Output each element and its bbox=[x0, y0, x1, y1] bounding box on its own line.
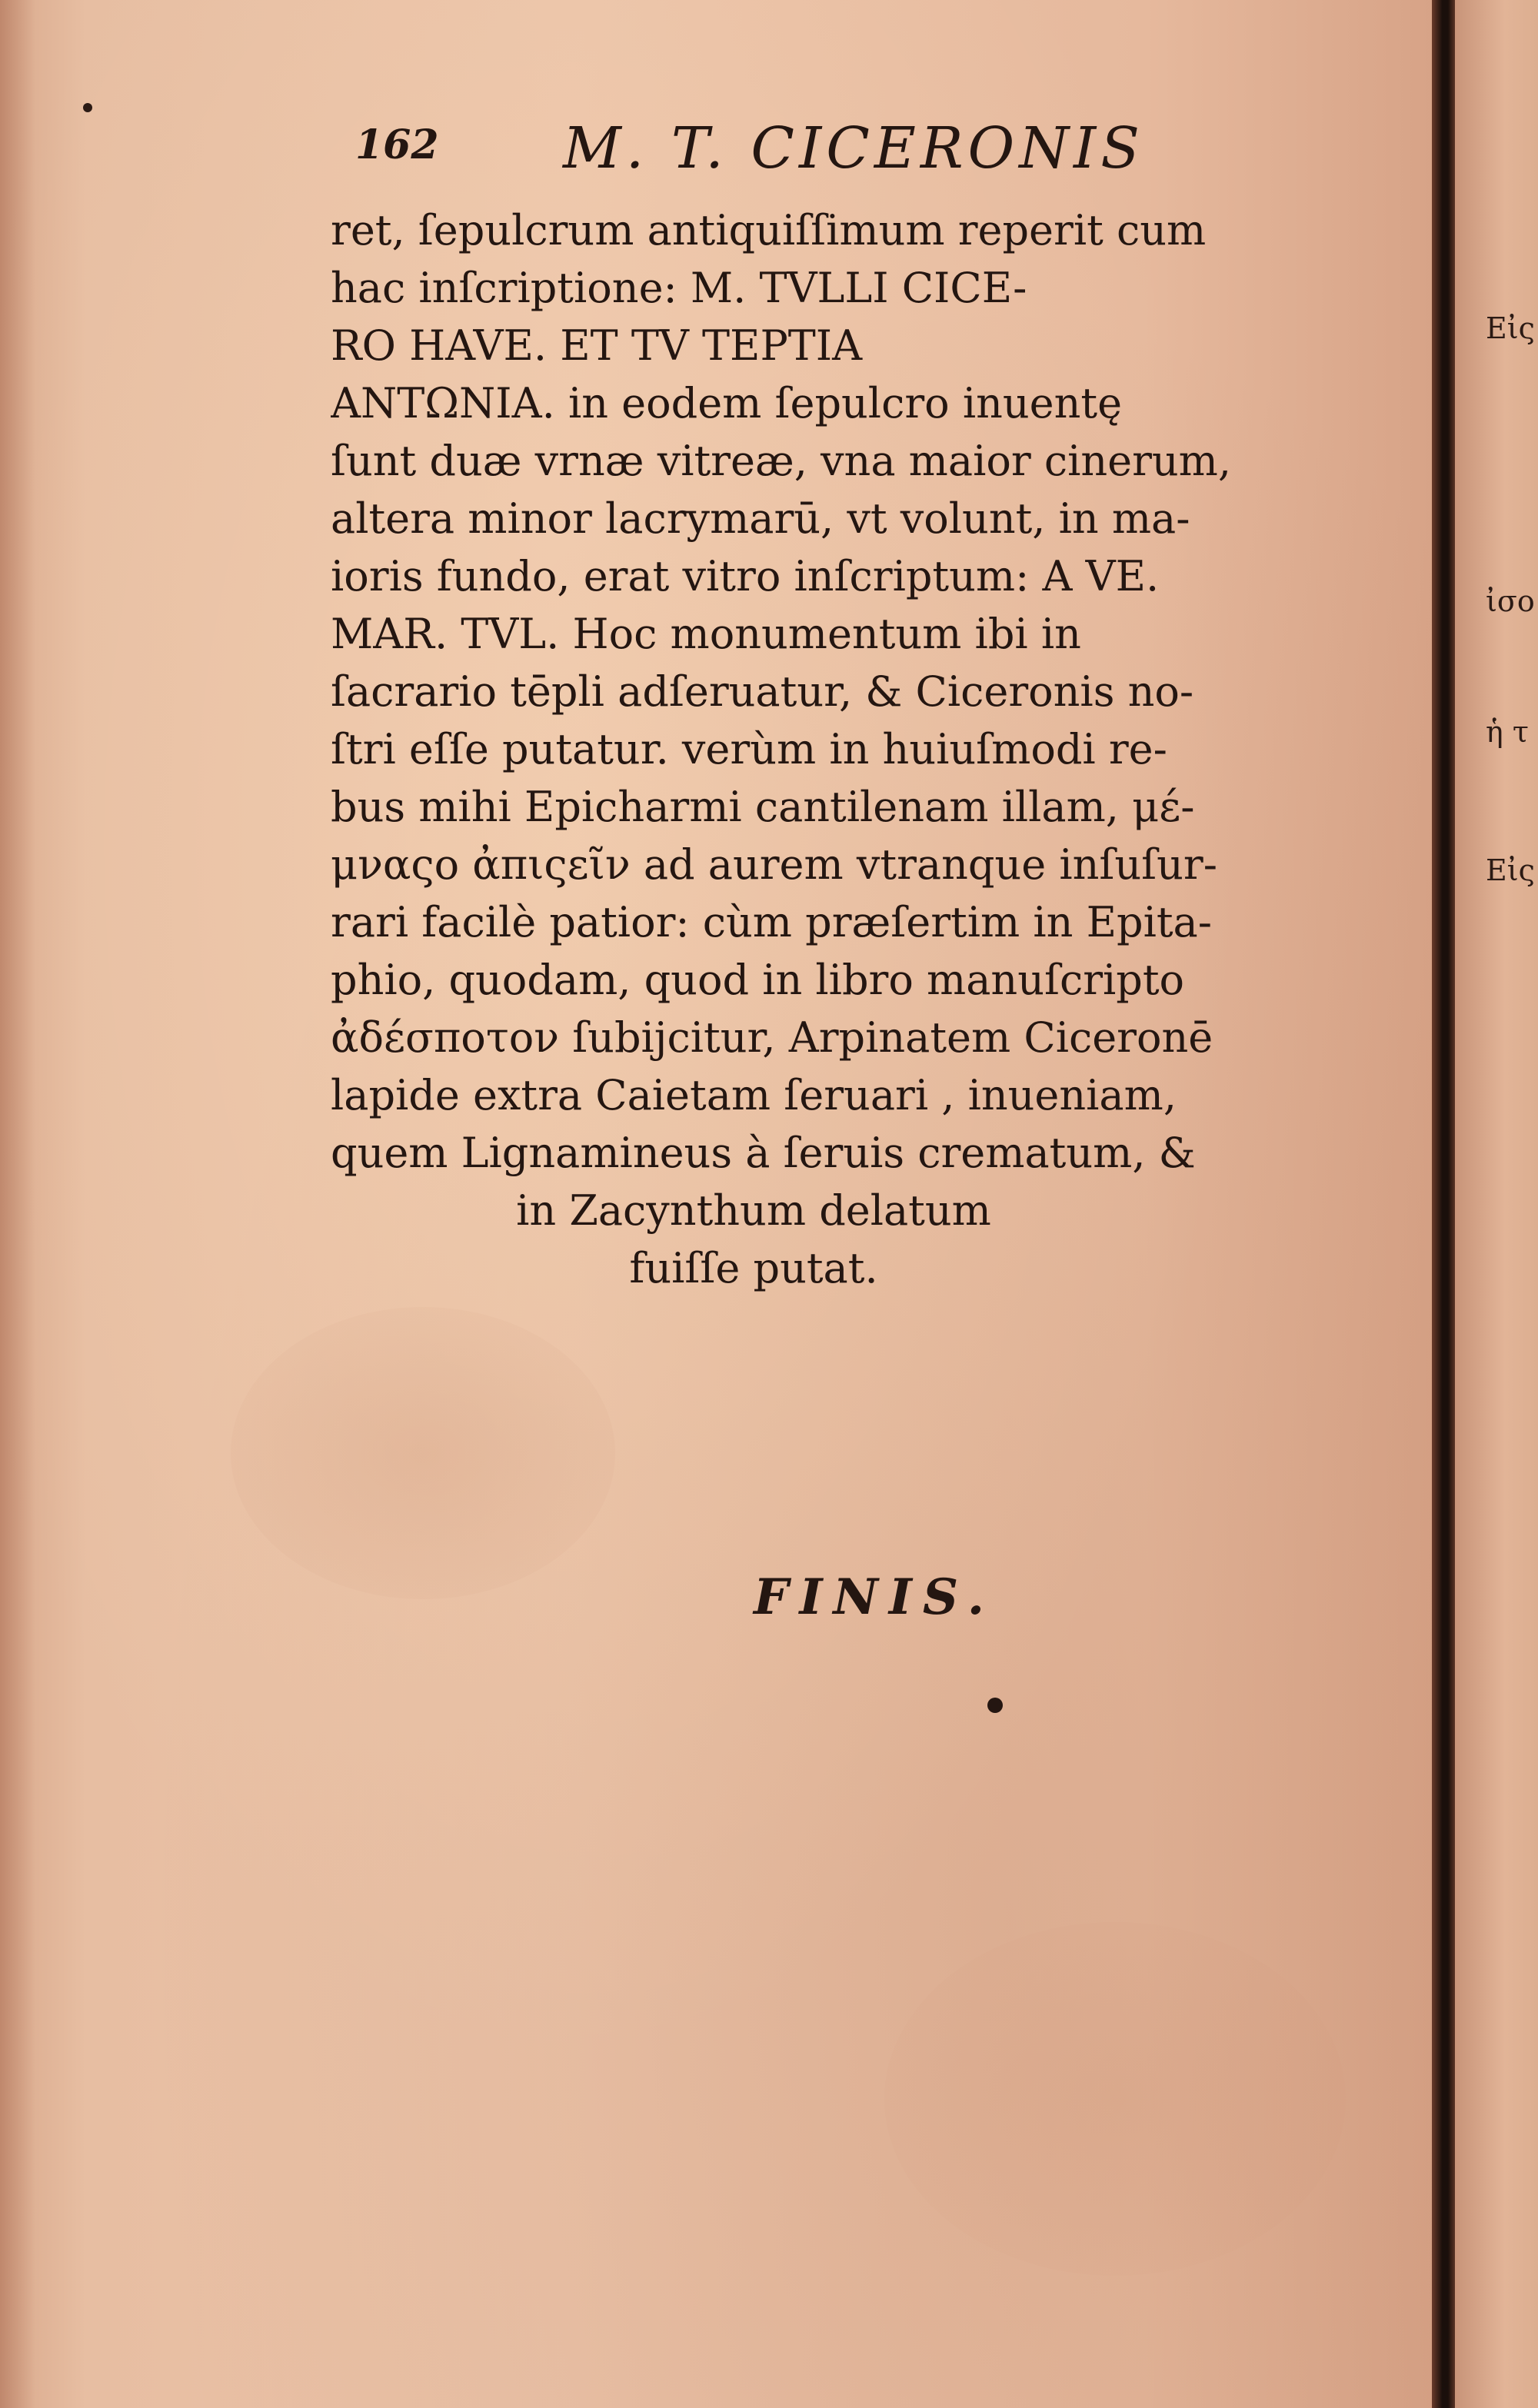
text-line: ret, ſepulcrum antiquiſſimum reperit cum bbox=[331, 206, 1207, 254]
paper-stain bbox=[231, 1307, 615, 1599]
text-line: rari facilè patior: cùm præſertim in Epita- bbox=[331, 898, 1212, 946]
facing-page-fragment: Εἰς bbox=[1486, 853, 1535, 887]
text-line: ſtri eſſe putatur. verùm in huiuſmodi re- bbox=[331, 725, 1167, 773]
facing-page-fragment: ἰσο bbox=[1486, 584, 1535, 618]
text-line: hac inſcriptione: M. TVLLI CICE- bbox=[331, 264, 1027, 312]
text-line: ANTΩNIA. in eodem ſepulcro inuentę bbox=[331, 379, 1123, 427]
text-line: altera minor lacrymarū, vt volunt, in ma- bbox=[331, 494, 1190, 543]
text-line: phio, quodam, quod in libro manuſcripto bbox=[331, 956, 1185, 1004]
paper-stain bbox=[884, 1922, 1346, 2276]
text-line: bus mihi Epicharmi cantilenam illam, μέ- bbox=[331, 783, 1195, 831]
facing-page-fragment: ἡ τ bbox=[1486, 715, 1529, 749]
text-line: lapide extra Caietam ſeruari , inueniam, bbox=[331, 1071, 1177, 1119]
ink-speck bbox=[83, 103, 92, 112]
book-gutter bbox=[1432, 0, 1455, 2408]
text-line: ioris fundo, erat vitro inſcriptum: A VE. bbox=[331, 552, 1160, 600]
body-text bbox=[331, 201, 1423, 1297]
facing-page-edge bbox=[1455, 0, 1538, 2408]
text-line: RO HAVE. ET TV TEPTIA bbox=[331, 321, 863, 370]
text-line: MAR. TVL. Hoc monumentum ibi in bbox=[331, 610, 1081, 658]
page-number: 162 bbox=[355, 121, 439, 168]
ornament-dot bbox=[987, 1698, 1003, 1713]
running-title: M. T. CICERONIS bbox=[563, 115, 1144, 181]
text-line: quem Lignamineus à ſeruis crematum, & bbox=[331, 1129, 1196, 1177]
text-line: ἀδέσποτον ſubijcitur, Arpinatem Ciceronē bbox=[331, 1013, 1213, 1062]
text-line: μναςο ἀπιςεῖν ad aurem vtranque inſuſur- bbox=[331, 840, 1217, 889]
text-line: ſacrario tēpli adſeruatur, & Ciceronis no- bbox=[331, 667, 1194, 716]
finis-colophon: FINIS. bbox=[754, 1568, 996, 1626]
page-header bbox=[355, 115, 1240, 200]
text-line: ſunt duæ vrnæ vitreæ, vna maior cinerum, bbox=[331, 437, 1232, 485]
text-line: in Zacynthum delatum bbox=[516, 1186, 991, 1235]
page-edge-shadow bbox=[0, 0, 35, 2408]
facing-page-fragment: Εἰς bbox=[1486, 311, 1535, 345]
text-line: fuiſſe putat. bbox=[629, 1244, 878, 1292]
